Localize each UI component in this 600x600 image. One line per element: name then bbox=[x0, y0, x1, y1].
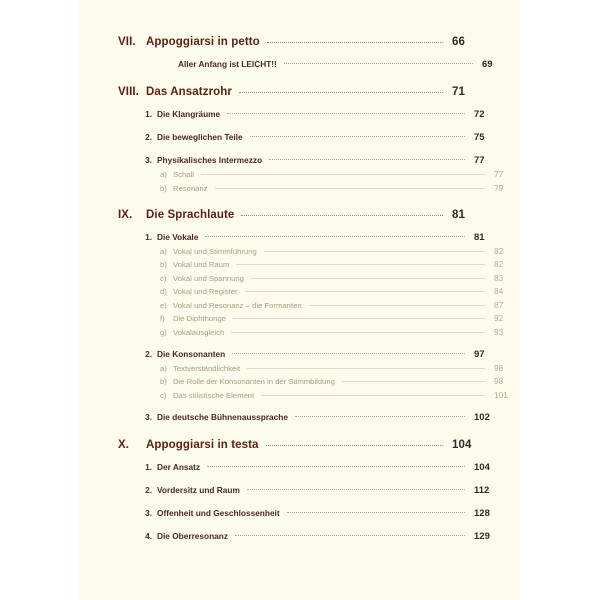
toc-entry-title: Die beweglichen Teile bbox=[157, 132, 243, 142]
toc-leader-dots bbox=[267, 41, 443, 43]
toc-spacer bbox=[118, 423, 486, 439]
toc-page-number: 112 bbox=[474, 484, 490, 496]
toc-page-number: 83 bbox=[494, 272, 504, 283]
toc-entry-number: b) bbox=[160, 260, 167, 269]
toc-leader-dots bbox=[261, 394, 485, 396]
toc-entry[interactable] bbox=[160, 390, 528, 400]
toc-entry[interactable] bbox=[140, 155, 508, 166]
toc-entry-number: 2. bbox=[145, 484, 152, 495]
toc-entry[interactable] bbox=[160, 183, 528, 193]
toc-page-number: 81 bbox=[452, 208, 465, 221]
toc-page-number: 82 bbox=[494, 259, 504, 269]
toc-leader-dots bbox=[233, 317, 485, 319]
toc-entry-number: e) bbox=[160, 300, 167, 310]
toc-entry[interactable] bbox=[160, 259, 528, 269]
toc-entry-title: Die Oberresonanz bbox=[157, 530, 229, 541]
toc-entry-number: a) bbox=[160, 246, 167, 256]
toc-entry[interactable] bbox=[140, 132, 508, 143]
toc-spacer bbox=[118, 143, 486, 155]
toc-entry[interactable] bbox=[118, 36, 486, 48]
toc-entry[interactable] bbox=[160, 327, 528, 337]
toc-entry-number: 3. bbox=[145, 411, 152, 422]
toc-entry[interactable] bbox=[118, 86, 486, 98]
toc-entry-title: Die Rolle der Konsonanten in der Stimmbildung bbox=[173, 377, 335, 386]
toc-entry[interactable] bbox=[160, 286, 528, 296]
toc-spacer bbox=[118, 519, 486, 531]
toc-leader-dots bbox=[247, 367, 485, 369]
table-of-contents bbox=[118, 36, 508, 542]
toc-entry-number: g) bbox=[160, 327, 167, 337]
toc-entry-number: X. bbox=[118, 438, 130, 451]
toc-entry-number: 1. bbox=[145, 231, 152, 242]
toc-spacer bbox=[118, 400, 486, 412]
toc-entry[interactable] bbox=[148, 59, 516, 70]
toc-page-number: 71 bbox=[452, 86, 465, 98]
toc-page-number: 93 bbox=[494, 326, 504, 337]
toc-spacer bbox=[118, 221, 486, 232]
toc-page-number: 97 bbox=[474, 348, 485, 360]
toc-leader-dots bbox=[235, 534, 465, 536]
toc-entry-number: 1. bbox=[145, 461, 152, 472]
toc-entry-number: 3. bbox=[145, 155, 152, 165]
toc-leader-dots bbox=[251, 277, 485, 279]
toc-leader-dots bbox=[241, 214, 443, 216]
toc-entry[interactable] bbox=[118, 439, 486, 451]
toc-entry-number: f) bbox=[160, 314, 165, 323]
toc-entry-number: 4. bbox=[145, 530, 152, 541]
toc-entry-title: Vokalausgleich bbox=[173, 327, 225, 337]
toc-page-number: 98 bbox=[494, 376, 504, 386]
toc-leader-dots bbox=[295, 415, 465, 417]
toc-page-number: 87 bbox=[494, 299, 504, 310]
toc-page-number: 104 bbox=[452, 438, 472, 451]
toc-entry[interactable] bbox=[160, 300, 528, 310]
toc-entry[interactable] bbox=[140, 232, 508, 243]
toc-entry[interactable] bbox=[160, 169, 528, 179]
toc-leader-dots bbox=[232, 352, 465, 354]
toc-entry[interactable] bbox=[140, 349, 508, 360]
toc-entry-title: Resonanz bbox=[173, 183, 208, 193]
toc-leader-dots bbox=[236, 263, 485, 265]
toc-page-number: 77 bbox=[494, 169, 504, 179]
toc-entry-number: 2. bbox=[145, 132, 152, 142]
toc-entry-title: Vordersitz und Raum bbox=[157, 484, 240, 495]
toc-page-number: 81 bbox=[474, 231, 485, 243]
toc-page-number: 102 bbox=[474, 411, 490, 423]
toc-entry[interactable] bbox=[118, 209, 486, 221]
toc-leader-dots bbox=[227, 112, 465, 114]
toc-page-number: 77 bbox=[474, 155, 485, 166]
toc-entry-title: Vokal und Register bbox=[173, 287, 238, 296]
toc-entry-number: 1. bbox=[145, 109, 152, 119]
toc-entry[interactable] bbox=[140, 462, 508, 473]
toc-entry[interactable] bbox=[160, 363, 528, 373]
toc-entry[interactable] bbox=[140, 412, 508, 423]
toc-entry-title: Vokal und Spannung bbox=[173, 273, 244, 283]
toc-entry-title: Offenheit und Geschlossenheit bbox=[157, 507, 280, 518]
toc-entry-title: Schall bbox=[173, 170, 194, 179]
book-page bbox=[79, 0, 520, 600]
toc-leader-dots bbox=[342, 380, 485, 382]
toc-entry-number: c) bbox=[160, 390, 167, 400]
toc-leader-dots bbox=[239, 91, 443, 93]
toc-entry-number: 3. bbox=[145, 507, 152, 518]
toc-spacer bbox=[118, 98, 486, 109]
toc-page-number: 69 bbox=[482, 59, 493, 70]
toc-page-number: 101 bbox=[494, 389, 508, 400]
toc-entry-title: Vokal und Stimmführung bbox=[173, 246, 257, 256]
toc-entry[interactable] bbox=[140, 109, 508, 120]
toc-page-number: 128 bbox=[474, 507, 490, 519]
toc-entry-title: Die deutsche Bühnenaussprache bbox=[157, 411, 288, 422]
toc-entry-title: Das Ansatzrohr bbox=[146, 86, 232, 98]
toc-entry-title: Die Sprachlaute bbox=[146, 208, 235, 221]
toc-entry[interactable] bbox=[160, 376, 528, 386]
toc-leader-dots bbox=[266, 444, 443, 446]
toc-entry[interactable] bbox=[160, 313, 528, 323]
toc-entry-title: Das stilistische Element bbox=[173, 390, 255, 400]
toc-leader-dots bbox=[215, 187, 485, 189]
toc-entry-number: VIII. bbox=[118, 86, 139, 98]
toc-page-number: 129 bbox=[474, 530, 490, 542]
toc-entry-number: VII. bbox=[118, 36, 136, 48]
toc-entry[interactable] bbox=[140, 508, 508, 519]
toc-entry-number: 2. bbox=[145, 348, 152, 359]
toc-entry-number: a) bbox=[160, 363, 167, 373]
toc-entry-title: Physikalisches Intermezzo bbox=[157, 155, 263, 165]
toc-page-number: 72 bbox=[474, 109, 485, 120]
toc-page-number: 98 bbox=[494, 362, 504, 373]
toc-leader-dots bbox=[309, 304, 485, 306]
toc-leader-dots bbox=[269, 158, 465, 160]
toc-page-number: 66 bbox=[452, 36, 465, 48]
toc-spacer bbox=[118, 120, 486, 132]
toc-leader-dots bbox=[264, 250, 485, 252]
toc-leader-dots bbox=[284, 62, 473, 64]
toc-entry-title: Vokal und Resonanz – die Formanten bbox=[173, 300, 302, 310]
toc-entry-number: b) bbox=[160, 183, 167, 193]
toc-entry[interactable] bbox=[140, 485, 508, 496]
toc-page-number: 79 bbox=[494, 182, 504, 193]
toc-entry[interactable] bbox=[160, 246, 528, 256]
toc-entry-title: Textverständlichkeit bbox=[173, 363, 241, 373]
toc-page-number: 82 bbox=[494, 245, 504, 256]
toc-entry-title: Appoggiarsi in petto bbox=[146, 36, 260, 48]
toc-spacer bbox=[118, 337, 486, 349]
toc-entry-title: Der Ansatz bbox=[157, 461, 201, 472]
toc-spacer bbox=[118, 496, 486, 508]
toc-page-number: 104 bbox=[474, 461, 490, 473]
toc-spacer bbox=[118, 70, 486, 86]
toc-leader-dots bbox=[207, 465, 465, 467]
toc-leader-dots bbox=[231, 331, 485, 333]
toc-entry-number: b) bbox=[160, 377, 167, 386]
toc-spacer bbox=[118, 451, 486, 462]
toc-entry-title: Aller Anfang ist LEICHT!! bbox=[178, 59, 277, 69]
toc-entry-title: Die Konsonanten bbox=[157, 348, 226, 359]
toc-entry[interactable] bbox=[160, 273, 528, 283]
toc-spacer bbox=[118, 193, 486, 209]
toc-page-number: 84 bbox=[494, 286, 504, 296]
toc-spacer bbox=[118, 48, 486, 59]
toc-leader-dots bbox=[245, 290, 485, 292]
toc-leader-dots bbox=[205, 235, 465, 237]
toc-page-number: 92 bbox=[494, 313, 504, 323]
toc-leader-dots bbox=[201, 173, 485, 175]
toc-entry-number: d) bbox=[160, 287, 167, 296]
toc-entry-number: c) bbox=[160, 273, 167, 283]
toc-entry-number: a) bbox=[160, 170, 167, 179]
toc-spacer bbox=[118, 473, 486, 485]
toc-entry-title: Die Diphthonge bbox=[173, 314, 226, 323]
toc-entry-title: Die Klangräume bbox=[157, 109, 221, 119]
toc-leader-dots bbox=[250, 135, 465, 137]
toc-leader-dots bbox=[287, 511, 465, 513]
toc-entry[interactable] bbox=[140, 531, 508, 542]
toc-page-number: 75 bbox=[474, 132, 485, 143]
toc-entry-title: Vokal und Raum bbox=[173, 260, 230, 269]
toc-leader-dots bbox=[247, 488, 465, 490]
toc-entry-title: Appoggiarsi in testa bbox=[146, 438, 259, 451]
toc-entry-title: Die Vokale bbox=[157, 231, 199, 242]
toc-entry-number: IX. bbox=[118, 208, 133, 221]
